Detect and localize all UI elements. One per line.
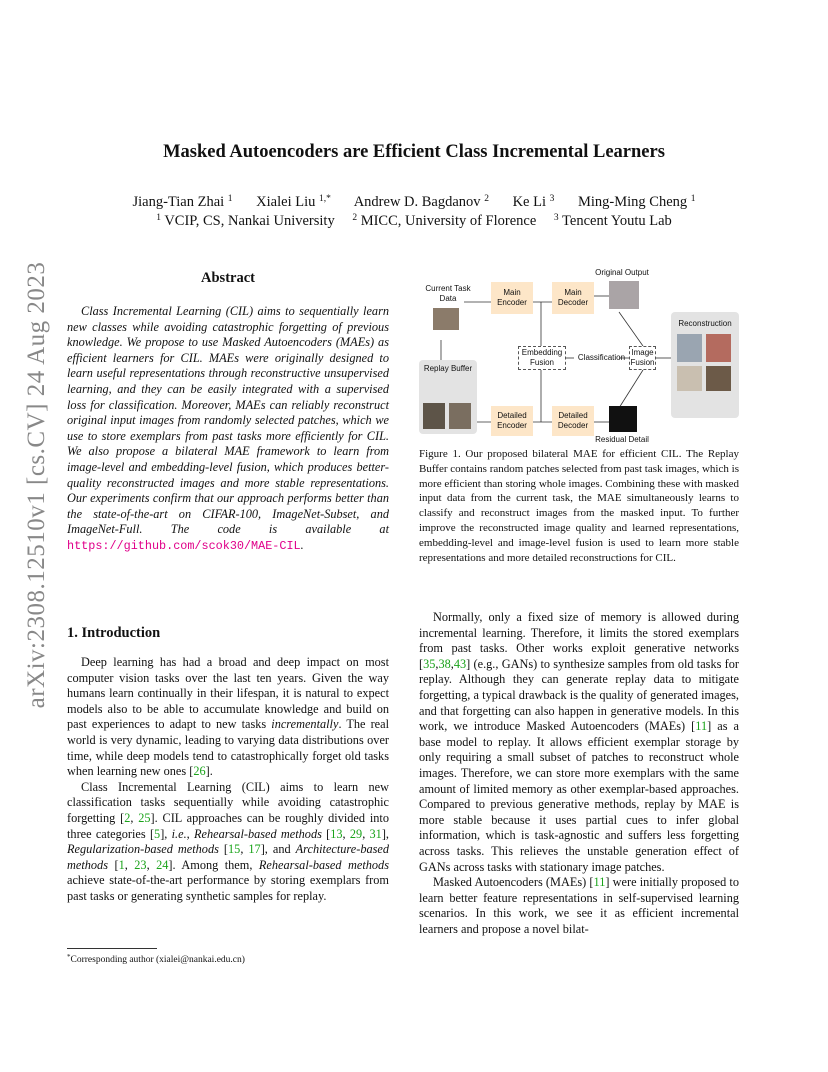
footnote-rule	[67, 948, 157, 949]
citation-link[interactable]: 13	[330, 826, 343, 841]
text-run: ,	[146, 857, 157, 872]
text-run: ] were initially proposed to learn better feature representations in self-supervised learning scenarios. In this work, we see it as efficient incremental learners and propose a novel bilat-	[419, 875, 739, 936]
text-run: ,	[342, 826, 350, 841]
author-name: Andrew D. Bagdanov	[353, 194, 481, 210]
citation-link[interactable]: 23	[134, 857, 147, 872]
text-run: ],	[160, 826, 172, 841]
text-run: ,	[362, 826, 370, 841]
text-emphasis: incrementally	[271, 717, 339, 732]
detailed-encoder-box: Detailed Encoder	[491, 406, 533, 436]
text-run: ,	[130, 810, 139, 825]
label-original-output: Original Output	[595, 268, 649, 277]
citation-link[interactable]: 1	[118, 857, 125, 872]
label-replay-buffer: Replay Buffer	[423, 364, 473, 373]
text-run: [	[218, 842, 229, 857]
author-list	[0, 194, 828, 211]
citation-link[interactable]: 15	[228, 842, 241, 857]
main-decoder-box: Main Decoder	[552, 282, 594, 314]
figure-diagram	[419, 262, 739, 448]
paragraph	[67, 780, 389, 905]
label-reconstruction: Reconstruction	[678, 319, 732, 328]
text-run: [	[108, 857, 119, 872]
embedding-fusion-box: Embedding Fusion	[518, 346, 566, 370]
image-fusion-box: Image Fusion	[629, 346, 656, 370]
reconstruction-image	[677, 334, 702, 362]
citation-link[interactable]: 5	[154, 826, 161, 841]
text-run: ,	[435, 656, 439, 671]
affiliation-sup: 2	[352, 213, 358, 223]
citation-link[interactable]: 2	[124, 810, 131, 825]
affiliation-sup: 1	[156, 213, 161, 223]
affiliation-name: Tencent Youtu Lab	[562, 213, 672, 229]
citation-link[interactable]: 38	[438, 656, 451, 671]
text-run: Masked Autoencoders (MAEs) [	[433, 875, 594, 890]
text-emphasis: i.e., Rehearsal-based methods	[171, 826, 322, 841]
affiliation-sup: 3	[553, 213, 559, 223]
paper-title: Masked Autoencoders are Efficient Class Incremental Learners	[163, 142, 665, 162]
label-classification: Classification	[577, 353, 626, 362]
text-run: ],	[381, 826, 389, 841]
footnote	[67, 953, 245, 965]
citation-link[interactable]: 35	[423, 656, 436, 671]
figure-caption: Figure 1. Our proposed bilateral MAE for efficient CIL. The Replay Buffer contains random patches selected from past task images, which is more efficient than storing whole images. Combining these with masked input data from the current task, the MAE simultaneously learns to classify and reconstruct images from the masked input. To further improve the reconstructed image quality and learned representations, embedding-level and image-level fusion is used to learn more stable representations and more detailed reconstructions for CIL.	[419, 448, 739, 564]
affiliation-name: VCIP, CS, Nankai University	[164, 213, 335, 229]
affiliation-list	[0, 213, 828, 230]
text-run: ].	[205, 764, 213, 779]
author-sup: 1	[227, 194, 233, 204]
text-run: Deep learning has had a broad and deep impact on most computer vision tasks over the last ten years. Given the way humans learn continually in their lifespan, it is natural to expect models also to be able to accumulate knowledge and build on past experiences to adapt to new tasks	[67, 655, 389, 732]
text-run: ,	[240, 842, 249, 857]
label-current-task-data: Current Task Data	[425, 284, 471, 303]
footnote-text: Corresponding author (xialei@nankai.edu.cn)	[70, 955, 245, 965]
author-name: Jiang-Tian Zhai	[132, 194, 225, 210]
abstract-heading: Abstract	[201, 270, 255, 286]
current-task-image	[433, 308, 459, 330]
text-emphasis: Architecture-based methods	[67, 842, 390, 872]
label-residual-detail: Residual Detail	[595, 435, 649, 444]
author-sup: 1,*	[319, 194, 331, 204]
text-run: ] (e.g., GANs) to synthesize samples from old tasks for replay. Although they can generate replay data to mitigate forgetting, a typical drawback is the quality of generated images, and that forgetting can also happen in generative models. In this work, we introduce Masked Autoencoders (MAEs) [	[419, 656, 739, 734]
detailed-decoder-box: Detailed Decoder	[552, 406, 594, 436]
replay-patch-image	[449, 403, 471, 429]
author-name: Xialei Liu	[256, 194, 316, 210]
affiliation-name: MICC, University of Florence	[360, 213, 537, 229]
text-run: ,	[450, 656, 454, 671]
text-run: ] as a base model to replay. It allows efficient exemplar storage by only requiring a small subset of patches to reconstruct whole images. Therefore, we can store more exemplars with the same amount of limited memory as other exemplar-based approaches. Compared to previous generative methods, replay by MAE is more stable because it uses partial cues to infer global information, which is task-agnostic and suffers less forgetting across tasks. This relieves the unstable generation effect of GANs across tasks with stationary image patches.	[419, 719, 739, 874]
code-link[interactable]: https://github.com/scok30/MAE-CIL	[67, 538, 301, 553]
arxiv-identifier: arXiv:2308.12510v1 [cs.CV] 24 Aug 2023	[23, 261, 50, 709]
citation-link[interactable]: 29	[349, 826, 363, 841]
footnote-mark: *	[67, 953, 71, 961]
citation-link[interactable]: 11	[593, 875, 606, 890]
abstract-body: Class Incremental Learning (CIL) aims to sequentially learn new classes while avoiding catastrophic forgetting of previous knowledge. We propose to use Masked Autoencoders (MAEs) as efficient learners for CIL. MAEs were originally designed to learn useful representations through reconstructive unsupervised learning, and they can be easily integrated with a supervised loss for classification. Moreover, MAEs can reliably reconstruct original input images from randomly selected patches, which we use to store exemplars from past tasks more efficiently for CIL. We also propose a bilateral MAE framework to learn from image-level and embedding-level fusion, which produces better-quality reconstructed images and more stable representations. Our experiments confirm that our approach performs better than the state-of-the-art on CIFAR-100, ImageNet-Subset, and ImageNet-Full. The code is available at	[67, 304, 389, 537]
section-heading: 1. Introduction	[67, 625, 161, 641]
citation-link[interactable]: 31	[369, 826, 382, 841]
paragraph	[67, 655, 389, 780]
main-encoder-box: Main Encoder	[491, 282, 533, 314]
paragraph	[419, 875, 739, 937]
text-emphasis: Regularization-based methods	[67, 842, 219, 857]
text-run: achieve state-of-the-art performance by storing exemplars from past tasks or generating synthetic samples for replay.	[67, 873, 389, 903]
reconstruction-image	[706, 366, 731, 391]
paragraph	[419, 610, 739, 875]
citation-link[interactable]: 26	[193, 764, 206, 779]
right-column-text	[419, 610, 739, 937]
abstract-end: .	[300, 537, 304, 552]
residual-detail-image	[609, 406, 637, 432]
author-sup: 3	[549, 194, 555, 204]
text-run: ]. CIL approaches can be roughly divided into three categories [	[67, 810, 389, 841]
citation-link[interactable]: 25	[138, 810, 151, 825]
text-run: [	[321, 826, 331, 841]
text-run: ], and	[260, 842, 296, 857]
replay-patch-image	[423, 403, 445, 429]
reconstruction-image	[677, 366, 702, 391]
text-run: . The real world is very dynamic, leading to varying data distributions over time, while deep models tend to catastrophically forget old tasks when learning new ones [	[67, 717, 390, 779]
text-run: ]. Among them,	[168, 857, 259, 872]
original-output-image	[609, 281, 639, 309]
reconstruction-image	[706, 334, 731, 362]
text-run: ,	[124, 857, 135, 872]
text-run: Normally, only a fixed size of memory is allowed during incremental learning. Therefore, it limits the stored exemplars from past tasks. Other works exploit generative networks [	[419, 610, 739, 671]
text-emphasis: Rehearsal-based methods	[258, 857, 389, 872]
introduction-text	[67, 655, 389, 905]
author-name: Ming-Ming Cheng	[577, 194, 688, 210]
text-run: Class Incremental Learning (CIL) aims to learn new classification tasks sequentially while avoiding catastrophic forgetting [	[67, 779, 389, 825]
author-sup: 2	[484, 194, 489, 204]
author-name: Ke Li	[512, 194, 546, 210]
citation-link[interactable]: 11	[695, 719, 708, 734]
citation-link[interactable]: 17	[248, 842, 261, 857]
abstract-text	[67, 304, 389, 555]
citation-link[interactable]: 43	[453, 656, 467, 671]
author-sup: 1	[690, 194, 696, 204]
citation-link[interactable]: 24	[156, 857, 169, 872]
